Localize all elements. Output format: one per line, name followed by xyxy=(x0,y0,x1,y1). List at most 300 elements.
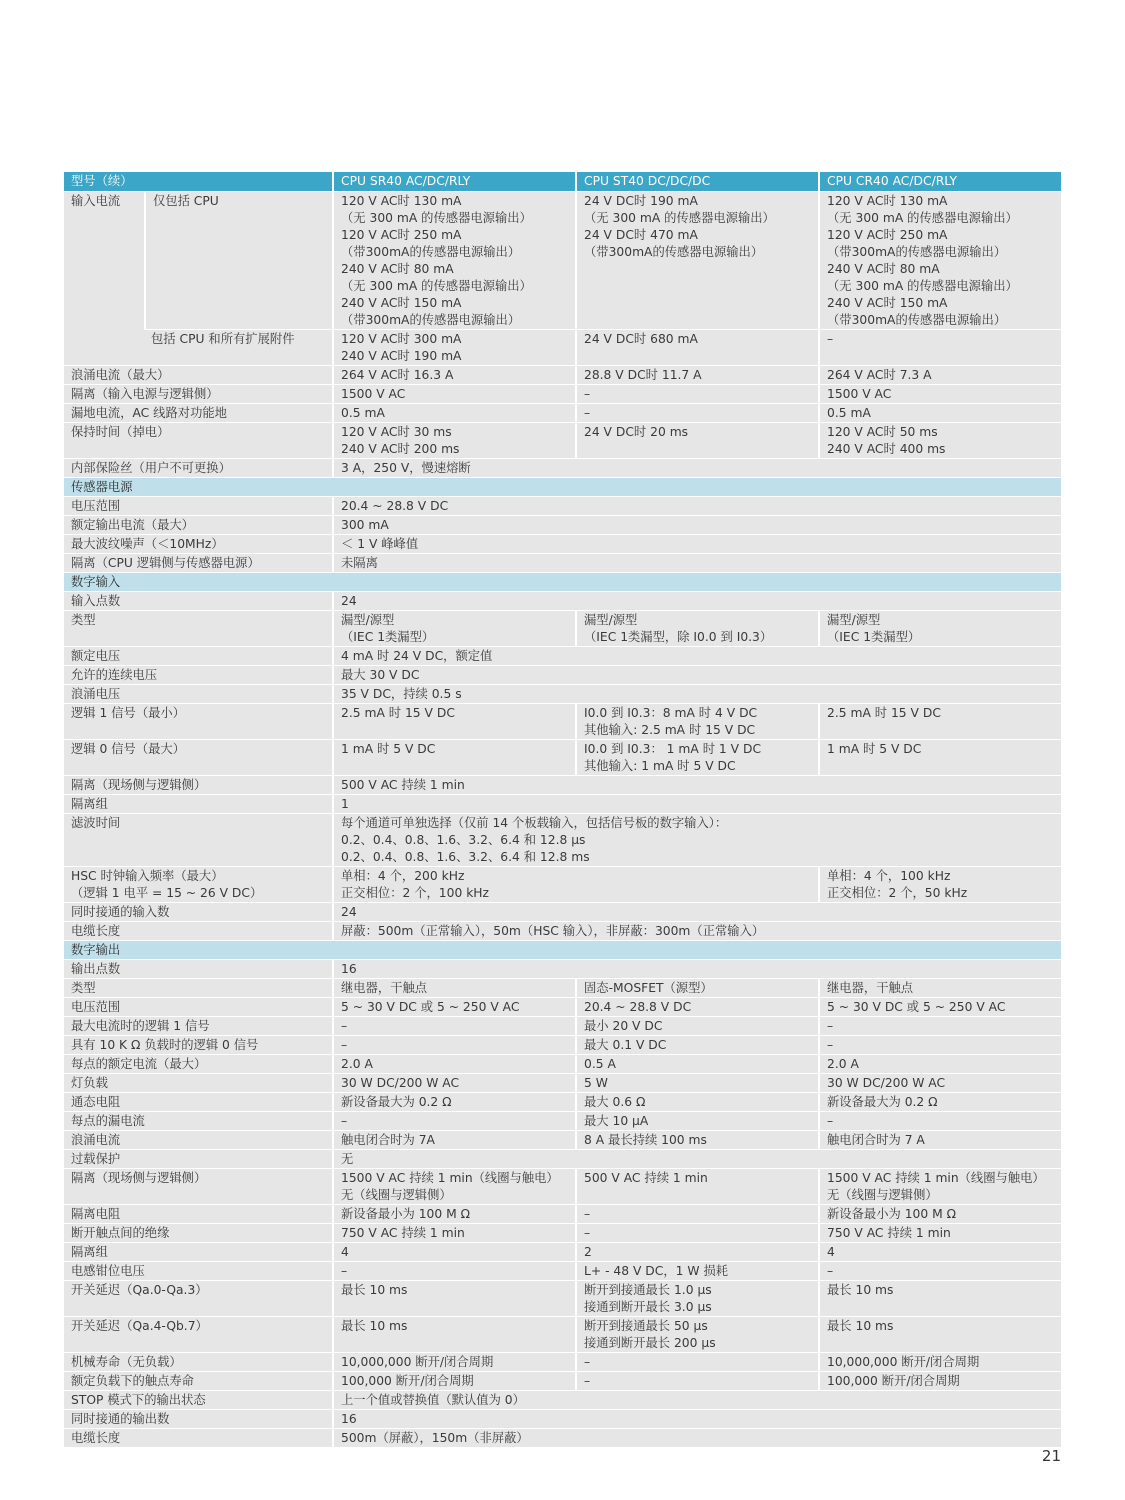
value-cell-cr40 xyxy=(818,1169,1061,1204)
cell-line: 500 V AC 持续 1 min xyxy=(341,778,465,792)
value-cell-sr40 xyxy=(332,1017,575,1035)
value-cell-st40 xyxy=(575,330,818,365)
row-label-text: 过载保护 xyxy=(71,1152,121,1166)
value-cell-cr40 xyxy=(818,704,1061,739)
cell-line: 16 xyxy=(341,1412,357,1426)
value-cell-st40 xyxy=(575,1017,818,1035)
section-row xyxy=(64,478,1061,496)
cell-line: – xyxy=(341,1264,348,1278)
cell-line: 10,000,000 断开/闭合周期 xyxy=(341,1355,494,1369)
cell-line: 240 V AC时 400 ms xyxy=(827,442,946,456)
row-label-text: 同时接通的输出数 xyxy=(71,1412,170,1426)
cell-line: 120 V AC时 250 mA xyxy=(341,228,462,242)
cell-line: 最大 0.6 Ω xyxy=(584,1095,646,1109)
table-row xyxy=(64,192,1061,329)
cell-line: 100,000 断开/闭合周期 xyxy=(341,1374,474,1388)
cell-line: （IEC 1类漏型） xyxy=(827,630,921,644)
table-row xyxy=(64,1243,1061,1261)
header-cpu-st40: CPU ST40 DC/DC/DC xyxy=(575,172,818,191)
cell-line: （无 300 mA 的传感器电源输出） xyxy=(827,211,1018,225)
cell-line: 最大 30 V DC xyxy=(341,668,420,682)
value-cell-all xyxy=(332,516,1061,534)
value-cell-sr40 xyxy=(332,1036,575,1054)
value-cell-sr40 xyxy=(332,611,575,646)
value-cell-sr40 xyxy=(332,1074,575,1092)
row-label-text: 浪涌电流 xyxy=(71,1133,121,1147)
value-cell-sr40 xyxy=(332,1243,575,1261)
cell-line: 断开到接通最长 1.0 μs xyxy=(584,1283,712,1297)
row-label xyxy=(64,960,332,978)
table-row xyxy=(64,592,1061,610)
row-label xyxy=(64,1353,332,1371)
table-row xyxy=(64,814,1061,866)
cell-line: – xyxy=(827,1264,834,1278)
cell-line: 240 V AC时 200 ms xyxy=(341,442,460,456)
value-cell-st40 xyxy=(575,998,818,1016)
row-label-text: 滤波时间 xyxy=(71,816,121,830)
cell-line: 无 xyxy=(341,1152,354,1166)
cell-line: 30 W DC/200 W AC xyxy=(827,1076,946,1090)
row-label xyxy=(64,1391,332,1409)
cell-line: 正交相位：2 个，100 kHz xyxy=(341,886,490,900)
cell-line: （无 300 mA 的传感器电源输出） xyxy=(827,279,1018,293)
row-label xyxy=(64,497,332,515)
table-row xyxy=(64,1372,1061,1390)
value-cell-all xyxy=(332,497,1061,515)
row-label-text: 机械寿命（无负载） xyxy=(71,1355,182,1369)
row-label xyxy=(64,1372,332,1390)
table-row xyxy=(64,385,1061,403)
value-cell-sr40 xyxy=(332,704,575,739)
row-sublabel: 仅包括 CPU xyxy=(144,192,332,329)
value-cell-st40 xyxy=(575,704,818,739)
cell-line: 4 xyxy=(827,1245,835,1259)
cell-line: 24 V DC时 20 ms xyxy=(584,425,689,439)
row-label-text: 每点的额定电流（最大） xyxy=(71,1057,207,1071)
row-label-text: 隔离组 xyxy=(71,1245,108,1259)
value-cell-sr40 xyxy=(332,1055,575,1073)
cell-line: 1500 V AC xyxy=(827,387,892,401)
value-cell-st40 xyxy=(575,404,818,422)
row-label-note: （逻辑 1 电平 = 15 ~ 26 V DC） xyxy=(71,886,263,900)
row-label xyxy=(64,385,332,403)
table-row xyxy=(64,666,1061,684)
cell-line: 最大 10 μA xyxy=(584,1114,649,1128)
row-label xyxy=(64,1410,332,1428)
row-label-text: 隔离（现场侧与逻辑侧） xyxy=(71,778,207,792)
cell-line: 其他输入: 2.5 mA 时 15 V DC xyxy=(584,723,756,737)
cell-line: 其他输入: 1 mA 时 5 V DC xyxy=(584,759,736,773)
row-label-text: 浪涌电压 xyxy=(71,687,121,701)
value-cell-sr40 xyxy=(332,740,575,775)
cell-line: 触电闭合时为 7 A xyxy=(827,1133,925,1147)
value-cell-sr40 xyxy=(332,192,575,329)
cell-line: 300 mA xyxy=(341,518,389,532)
cell-line: 屏蔽：500m（正常输入），50m（HSC 输入），非屏蔽：300m（正常输入） xyxy=(341,924,765,938)
value-cell-cr40 xyxy=(818,1036,1061,1054)
value-cell-sr40 xyxy=(332,1262,575,1280)
table-row xyxy=(64,1112,1061,1130)
cell-line: 1 mA 时 5 V DC xyxy=(827,742,922,756)
row-label-text: 浪涌电流（最大） xyxy=(71,368,170,382)
row-label-text: 电缆长度 xyxy=(71,1431,121,1445)
row-label xyxy=(64,516,332,534)
value-cell-sr40 xyxy=(332,423,575,458)
value-cell-cr40 xyxy=(818,979,1061,997)
value-cell-st40 xyxy=(575,1262,818,1280)
table-row xyxy=(64,535,1061,553)
cell-line: 0.2、0.4、0.8、1.6、3.2、6.4 和 12.8 μs xyxy=(341,833,586,847)
row-label-text: 隔离（CPU 逻辑侧与传感器电源） xyxy=(71,556,260,570)
cell-line: （无 300 mA 的传感器电源输出） xyxy=(341,279,532,293)
cell-line: 240 V AC时 150 mA xyxy=(341,296,462,310)
header-model: 型号（续） xyxy=(64,172,332,191)
value-cell-cr40 xyxy=(818,1317,1061,1352)
cell-line: 新设备最大为 0.2 Ω xyxy=(827,1095,938,1109)
table-row xyxy=(64,423,1061,458)
row-label xyxy=(64,795,332,813)
table-row xyxy=(64,1055,1061,1073)
cell-line: 5 W xyxy=(584,1076,608,1090)
value-cell-st40 xyxy=(575,1036,818,1054)
section-title: 数字输入 xyxy=(64,573,1061,591)
row-label-text: 逻辑 1 信号（最小） xyxy=(71,706,186,720)
cell-line: 无（线圈与逻辑侧） xyxy=(827,1188,938,1202)
table-row xyxy=(64,1131,1061,1149)
value-cell-sr40 xyxy=(332,330,575,365)
value-cell-st40 xyxy=(575,1317,818,1352)
value-cell-cr40 xyxy=(818,1243,1061,1261)
cell-line: I0.0 到 I0.3： 1 mA 时 1 V DC xyxy=(584,742,762,756)
value-cell-st40 xyxy=(575,1205,818,1223)
table-row xyxy=(64,459,1061,477)
value-cell-sr40 xyxy=(332,1112,575,1130)
value-cell-cr40 xyxy=(818,1017,1061,1035)
table-row xyxy=(64,998,1061,1016)
cell-line: 24 V DC时 470 mA xyxy=(584,228,698,242)
row-label xyxy=(64,867,332,902)
cell-line: （带300mA的传感器电源输出） xyxy=(584,245,764,259)
value-cell-all xyxy=(332,1150,1061,1168)
cell-line: – xyxy=(341,1038,348,1052)
cell-line: 0.5 mA xyxy=(341,406,385,420)
row-label xyxy=(64,1224,332,1242)
row-label xyxy=(64,535,332,553)
cell-line: （带300mA的传感器电源输出） xyxy=(827,245,1007,259)
section-title: 数字输出 xyxy=(64,941,1061,959)
row-label xyxy=(64,592,332,610)
cell-line: 2.5 mA 时 15 V DC xyxy=(827,706,941,720)
row-label xyxy=(64,922,332,940)
value-cell-cr40 xyxy=(818,366,1061,384)
row-label-text: 隔离（输入电源与逻辑侧） xyxy=(71,387,219,401)
table-row xyxy=(64,554,1061,572)
cell-line: 120 V AC时 300 mA xyxy=(341,332,462,346)
value-cell-cr40 xyxy=(818,1131,1061,1149)
cell-line: 最长 10 ms xyxy=(827,1319,894,1333)
value-cell-st40 xyxy=(575,1112,818,1130)
table-row xyxy=(64,1017,1061,1035)
cell-line: 24 V DC时 190 mA xyxy=(584,194,698,208)
cell-line: 上一个值或替换值（默认值为 0） xyxy=(341,1393,525,1407)
section-row xyxy=(64,573,1061,591)
cell-line: 28.8 V DC时 11.7 A xyxy=(584,368,702,382)
cell-line: 接通到断开最长 3.0 μs xyxy=(584,1300,712,1314)
cell-line: 新设备最小为 100 M Ω xyxy=(341,1207,470,1221)
header-cpu-cr40: CPU CR40 AC/DC/RLY xyxy=(818,172,1061,191)
value-cell-sr40 xyxy=(332,366,575,384)
table-row xyxy=(64,330,1061,365)
cell-line: 24 xyxy=(341,905,357,919)
value-cell-sr40 xyxy=(332,404,575,422)
cell-line: 固态-MOSFET（源型） xyxy=(584,981,713,995)
cell-line: （无 300 mA 的传感器电源输出） xyxy=(341,211,532,225)
row-label-text: 隔离电阻 xyxy=(71,1207,121,1221)
value-cell-st40 xyxy=(575,611,818,646)
cell-line: 最长 10 ms xyxy=(827,1283,894,1297)
value-cell-cr40 xyxy=(818,998,1061,1016)
row-label xyxy=(64,1017,332,1035)
value-cell-sr40 xyxy=(332,385,575,403)
row-label xyxy=(64,704,332,739)
row-label-text: 电压范围 xyxy=(71,1000,121,1014)
cell-line: – xyxy=(584,1374,591,1388)
row-label xyxy=(64,423,332,458)
cell-line: 120 V AC时 30 ms xyxy=(341,425,452,439)
value-cell-cr40 xyxy=(818,330,1061,365)
row-label-text: 灯负载 xyxy=(71,1076,108,1090)
row-label-text: 电缆长度 xyxy=(71,924,121,938)
cell-line: 断开到接通最长 50 μs xyxy=(584,1319,708,1333)
value-cell-all xyxy=(332,647,1061,665)
value-cell-cr40 xyxy=(818,1224,1061,1242)
row-label-text: 每点的漏电流 xyxy=(71,1114,145,1128)
table-row xyxy=(64,1410,1061,1428)
value-cell-st40 xyxy=(575,1131,818,1149)
row-label xyxy=(64,1112,332,1130)
table-row xyxy=(64,1429,1061,1447)
table-row xyxy=(64,1224,1061,1242)
value-cell-st40 xyxy=(575,1169,818,1204)
cell-line: 4 mA 时 24 V DC，额定值 xyxy=(341,649,493,663)
cell-line: 1500 V AC 持续 1 min（线圈与触电） xyxy=(827,1171,1045,1185)
cell-line: 未隔离 xyxy=(341,556,378,570)
value-cell-all xyxy=(332,554,1061,572)
cell-line: 500 V AC 持续 1 min xyxy=(584,1171,708,1185)
cell-line: 264 V AC时 16.3 A xyxy=(341,368,454,382)
table-row xyxy=(64,867,1061,902)
cell-line: – xyxy=(341,1114,348,1128)
row-label xyxy=(64,647,332,665)
value-cell-sr40 xyxy=(332,1224,575,1242)
row-label-text: 开关延迟（Qa.4-Qb.7） xyxy=(71,1319,208,1333)
cell-line: 1500 V AC xyxy=(341,387,406,401)
table-row xyxy=(64,1262,1061,1280)
value-cell-sr40 xyxy=(332,1205,575,1223)
row-label-text: 保持时间（掉电） xyxy=(71,425,170,439)
row-label xyxy=(64,1036,332,1054)
value-cell-sr40 xyxy=(332,1131,575,1149)
row-label xyxy=(64,1262,332,1280)
cell-line: – xyxy=(584,406,591,420)
cell-line: 单相：4 个，200 kHz xyxy=(341,869,465,883)
table-row xyxy=(64,1150,1061,1168)
cell-line: 100,000 断开/闭合周期 xyxy=(827,1374,960,1388)
cell-line: 继电器，干触点 xyxy=(827,981,914,995)
cell-line: 0.2、0.4、0.8、1.6、3.2、6.4 和 12.8 ms xyxy=(341,850,590,864)
value-cell-st40 xyxy=(575,366,818,384)
value-cell-cr40 xyxy=(818,740,1061,775)
cell-line: 接通到断开最长 200 μs xyxy=(584,1336,716,1350)
value-cell-all xyxy=(332,666,1061,684)
table-row xyxy=(64,366,1061,384)
cell-line: 16 xyxy=(341,962,357,976)
value-cell-all xyxy=(332,459,1061,477)
cell-line: – xyxy=(827,1038,834,1052)
value-cell-st40 xyxy=(575,1281,818,1316)
cell-line: 0.5 A xyxy=(584,1057,616,1071)
table-row xyxy=(64,647,1061,665)
cell-line: 最小 20 V DC xyxy=(584,1019,663,1033)
table-row xyxy=(64,1317,1061,1352)
table-header-row xyxy=(64,172,1061,191)
row-label-text: 隔离组 xyxy=(71,797,108,811)
cell-line: 2.5 mA 时 15 V DC xyxy=(341,706,455,720)
cell-line: 3 A，250 V，慢速熔断 xyxy=(341,461,471,475)
value-cell-st40 xyxy=(575,1055,818,1073)
row-label xyxy=(64,1281,332,1316)
value-cell-sr40 xyxy=(332,1093,575,1111)
row-label-text: STOP 模式下的输出状态 xyxy=(71,1393,206,1407)
section-title: 传感器电源 xyxy=(64,478,1061,496)
value-cell-all xyxy=(332,535,1061,553)
table-row xyxy=(64,960,1061,978)
row-label-text: 通态电阻 xyxy=(71,1095,121,1109)
cell-line: 1500 V AC 持续 1 min（线圈与触电） xyxy=(341,1171,559,1185)
cell-line: 240 V AC时 80 mA xyxy=(827,262,940,276)
cell-line: 新设备最小为 100 M Ω xyxy=(827,1207,956,1221)
value-cell-st40 xyxy=(575,1372,818,1390)
cell-line: 最长 10 ms xyxy=(341,1319,408,1333)
cell-line: 30 W DC/200 W AC xyxy=(341,1076,460,1090)
cell-line: 单相：4 个，100 kHz xyxy=(827,869,951,883)
cell-line: 最大 0.1 V DC xyxy=(584,1038,667,1052)
table-row xyxy=(64,404,1061,422)
cell-line: 2.0 A xyxy=(341,1057,373,1071)
table-row xyxy=(64,795,1061,813)
value-cell-st40 xyxy=(575,1353,818,1371)
table-row xyxy=(64,1036,1061,1054)
cell-line: 新设备最大为 0.2 Ω xyxy=(341,1095,452,1109)
cell-line: 120 V AC时 50 ms xyxy=(827,425,938,439)
row-label-text: 内部保险丝（用户不可更换） xyxy=(71,461,231,475)
value-cell-sr40 xyxy=(332,867,818,902)
value-cell-st40 xyxy=(575,423,818,458)
cell-line: 继电器，干触点 xyxy=(341,981,428,995)
value-cell-all xyxy=(332,1391,1061,1409)
cell-line: – xyxy=(584,1355,591,1369)
cell-line: – xyxy=(584,387,591,401)
value-cell-cr40 xyxy=(818,1262,1061,1280)
row-label-text: 同时接通的输入数 xyxy=(71,905,170,919)
row-label xyxy=(64,666,332,684)
value-cell-cr40 xyxy=(818,1074,1061,1092)
table-row xyxy=(64,1281,1061,1316)
row-label xyxy=(64,903,332,921)
cell-line: – xyxy=(584,1226,591,1240)
spec-body xyxy=(64,192,1061,1447)
table-row xyxy=(64,685,1061,703)
value-cell-all xyxy=(332,960,1061,978)
row-label-text: 电感钳位电压 xyxy=(71,1264,145,1278)
value-cell-sr40 xyxy=(332,1372,575,1390)
row-label-text: 输出点数 xyxy=(71,962,121,976)
value-cell-cr40 xyxy=(818,1112,1061,1130)
table-row xyxy=(64,497,1061,515)
table-row xyxy=(64,922,1061,940)
row-label xyxy=(64,366,332,384)
cell-line: 漏型/源型 xyxy=(341,613,395,627)
row-label xyxy=(64,611,332,646)
row-label-text: 电压范围 xyxy=(71,499,121,513)
cell-line: 120 V AC时 250 mA xyxy=(827,228,948,242)
cell-line: 4 xyxy=(341,1245,349,1259)
table-row xyxy=(64,611,1061,646)
value-cell-sr40 xyxy=(332,1353,575,1371)
value-cell-st40 xyxy=(575,979,818,997)
value-cell-st40 xyxy=(575,1224,818,1242)
cell-line: 20.4 ~ 28.8 V DC xyxy=(341,499,449,513)
value-cell-cr40 xyxy=(818,1281,1061,1316)
table-row xyxy=(64,704,1061,739)
row-label-text: 允许的连续电压 xyxy=(71,668,158,682)
value-cell-all xyxy=(332,1429,1061,1447)
row-label xyxy=(64,740,332,775)
row-label xyxy=(64,1317,332,1352)
row-label-text: 输入点数 xyxy=(71,594,121,608)
cell-line: 5 ~ 30 V DC 或 5 ~ 250 V AC xyxy=(341,1000,520,1014)
cell-line: ＜ 1 V 峰峰值 xyxy=(341,537,419,551)
cell-line: 750 V AC 持续 1 min xyxy=(827,1226,951,1240)
value-cell-cr40 xyxy=(818,385,1061,403)
value-cell-sr40 xyxy=(332,1317,575,1352)
cell-line: （无 300 mA 的传感器电源输出） xyxy=(584,211,775,225)
row-label-text: 类型 xyxy=(71,613,96,627)
cell-line: 正交相位：2 个，50 kHz xyxy=(827,886,968,900)
value-cell-st40 xyxy=(575,192,818,329)
value-cell-st40 xyxy=(575,385,818,403)
value-cell-sr40 xyxy=(332,1281,575,1316)
value-cell-cr40 xyxy=(818,611,1061,646)
cell-line: 触电闭合时为 7A xyxy=(341,1133,435,1147)
row-label xyxy=(64,814,332,866)
cell-line: （IEC 1类漏型，除 I0.0 到 I0.3） xyxy=(584,630,773,644)
value-cell-sr40 xyxy=(332,998,575,1016)
spec-table xyxy=(64,171,1061,1448)
cell-line: （IEC 1类漏型） xyxy=(341,630,435,644)
table-row xyxy=(64,1074,1061,1092)
value-cell-all xyxy=(332,1410,1061,1428)
cell-line: I0.0 到 I0.3：8 mA 时 4 V DC xyxy=(584,706,758,720)
cell-line: 20.4 ~ 28.8 V DC xyxy=(584,1000,692,1014)
row-label xyxy=(64,1205,332,1223)
value-cell-st40 xyxy=(575,1093,818,1111)
cell-line: – xyxy=(584,1207,591,1221)
value-cell-cr40 xyxy=(818,1372,1061,1390)
table-row xyxy=(64,979,1061,997)
table-row xyxy=(64,1353,1061,1371)
value-cell-all xyxy=(332,903,1061,921)
